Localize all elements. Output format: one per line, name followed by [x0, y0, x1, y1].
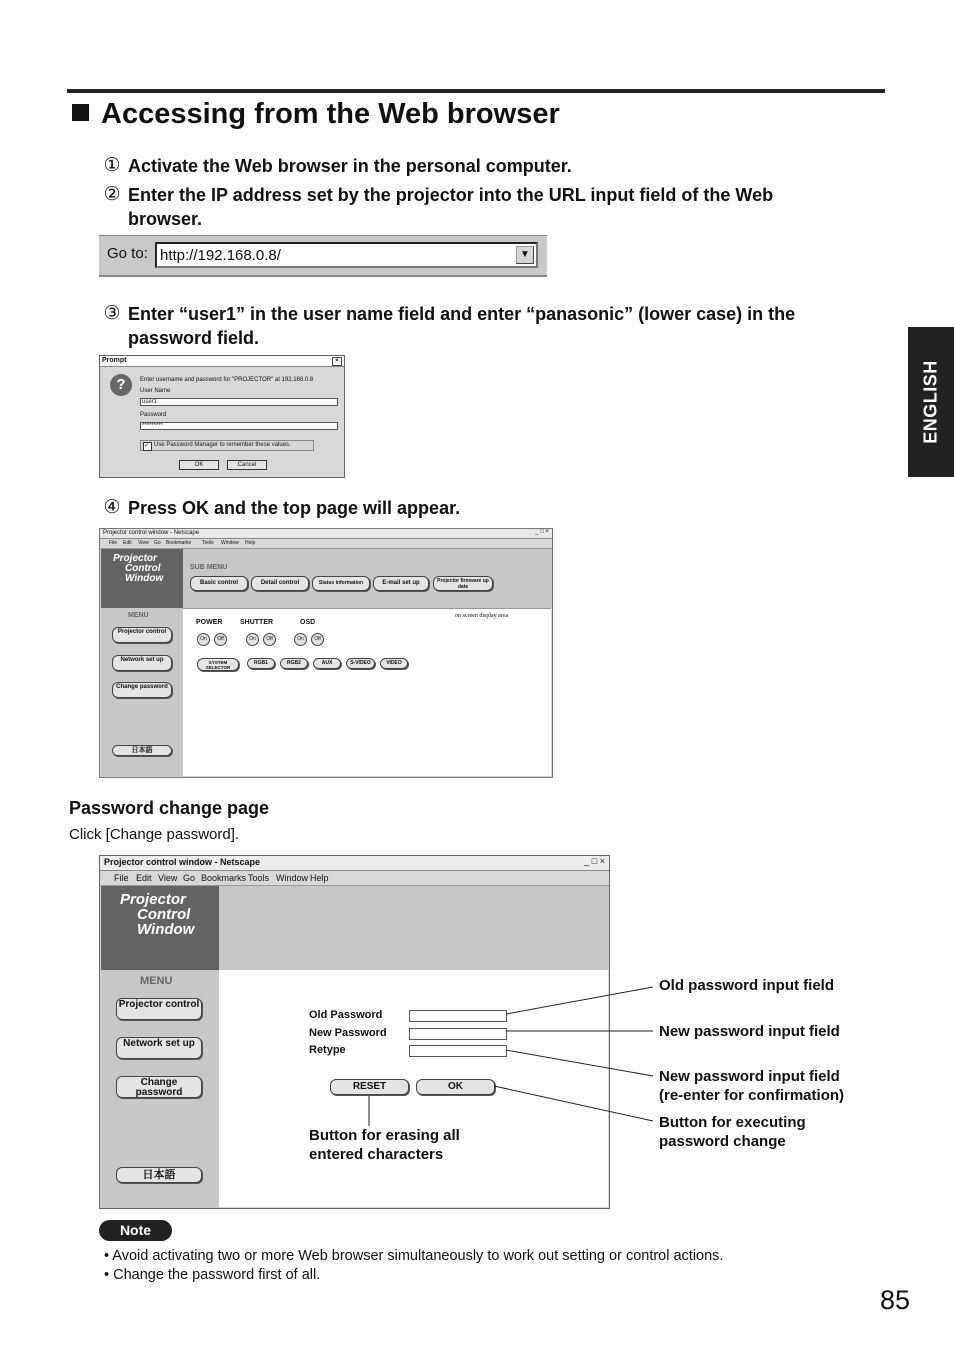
note-badge: Note [99, 1220, 172, 1241]
url-input[interactable]: http://192.168.0.8/ ▼ [155, 242, 538, 268]
shutter-off-button[interactable]: Off [263, 633, 276, 646]
logo: Projector Control Window [101, 549, 183, 608]
submenu-header: SUB MENU Basic control Detail control Status information E-mail set up Projector firmware up date [183, 549, 552, 608]
menu-go[interactable]: Go [154, 540, 161, 546]
power-label: POWER [196, 619, 223, 626]
go-to-label: Go to: [107, 245, 148, 262]
checkbox[interactable]: ✓ [143, 442, 152, 451]
side-japanese[interactable]: 日本語 [112, 745, 172, 756]
submenu-basic-control[interactable]: Basic control [190, 576, 248, 591]
power-off-button[interactable]: Off [214, 633, 227, 646]
old-password-label: Old Password [309, 1009, 383, 1021]
login-prompt-dialog: Prompt × ? Enter username and password for "PROJECTOR" at 192.168.0.8 User Name user1 Password ********* ✓ Use Password Manager to remember these values. OK Cancel [99, 355, 345, 478]
side-change-password[interactable]: Change password [116, 1076, 202, 1098]
close-icon[interactable]: × [332, 357, 342, 366]
input-video[interactable]: VIDEO [380, 658, 408, 669]
menu-tools[interactable]: Tools [202, 540, 214, 546]
submenu-firmware-update[interactable]: Projector firmware up date [433, 576, 493, 591]
new-password-label: New Password [309, 1027, 387, 1039]
callout-old-password: Old password input field [659, 977, 835, 994]
menu-go[interactable]: Go [183, 873, 196, 883]
input-rgb2[interactable]: RGB2 [280, 658, 308, 669]
side-menu: MENU Projector control Network set up Change password 日本語 [101, 970, 219, 1208]
menu-window[interactable]: Window [276, 873, 309, 883]
callout-ok-button: Button for executing password change [659, 1114, 806, 1150]
step-1: ① Activate the Web browser in the personal computer. [103, 155, 572, 176]
question-icon: ? [110, 374, 132, 396]
remember-checkbox-row[interactable]: ✓ Use Password Manager to remember these values. [140, 440, 314, 451]
osd-label: OSD [300, 619, 316, 626]
menu-help[interactable]: Help [310, 873, 329, 883]
submenu-detail-control[interactable]: Detail control [251, 576, 309, 591]
input-aux[interactable]: AUX [313, 658, 341, 669]
input-s-video[interactable]: S-VIDEO [346, 658, 375, 669]
callout-reset-button: Button for erasing all entered characters [309, 1127, 460, 1163]
menu-file[interactable]: File [114, 873, 129, 883]
password-label: Password [140, 412, 167, 418]
reset-button[interactable]: RESET [330, 1079, 409, 1095]
prompt-message: Enter username and password for "PROJECTOR" at 192.168.0.8 [140, 377, 314, 383]
power-on-button[interactable]: On [197, 633, 210, 646]
side-change-password[interactable]: Change password [112, 682, 172, 698]
page-number: 85 [880, 1285, 911, 1315]
window-controls-icon[interactable]: _ □ × [584, 856, 605, 866]
note-item-2: • Change the password first of all. [104, 1267, 321, 1283]
menu-view[interactable]: View [158, 873, 178, 883]
step-3: ③ Enter “user1” in the user name field and enter “panasonic” (lower case) in the password field. [103, 303, 796, 348]
osd-note: on screen display area [455, 613, 509, 619]
section-title: Accessing from the Web browser [72, 98, 560, 131]
cancel-button[interactable]: Cancel [227, 460, 267, 470]
callout-retype-password: New password input field (re-enter for confirmation) [659, 1068, 845, 1104]
window-title-bar: Projector control window - Netscape _ □ × [100, 529, 552, 539]
password-page-heading: Password change page [69, 798, 270, 818]
input-system-selector[interactable]: SYSTEM SELECTOR [197, 658, 239, 671]
step-2: ② Enter the IP address set by the projector into the URL input field of the Web browser. [103, 184, 774, 229]
note-item-1: • Avoid activating two or more Web browser simultaneously to work out setting or control actions. [104, 1248, 724, 1264]
menu-window[interactable]: Window [221, 540, 239, 546]
callout-new-password: New password input field [659, 1023, 840, 1040]
side-projector-control[interactable]: Projector control [116, 998, 202, 1020]
menu-view[interactable]: View [138, 540, 149, 546]
menu-file[interactable]: File [109, 540, 118, 546]
submenu-status-information[interactable]: Status information [312, 576, 370, 591]
user-name-input[interactable]: user1 [140, 398, 338, 406]
password-input[interactable]: ********* [140, 422, 338, 430]
shutter-on-button[interactable]: On [246, 633, 259, 646]
menu-edit[interactable]: Edit [136, 873, 152, 883]
osd-off-button[interactable]: Off [311, 633, 324, 646]
logo: Projector Control Window [101, 886, 219, 970]
side-network-setup[interactable]: Network set up [112, 655, 172, 671]
submenu-email-setup[interactable]: E-mail set up [373, 576, 429, 591]
retype-label: Retype [309, 1044, 346, 1056]
menu-bookmarks[interactable]: Bookmarks [166, 540, 192, 546]
menu-help[interactable]: Help [245, 540, 256, 546]
input-rgb1[interactable]: RGB1 [247, 658, 275, 669]
side-projector-control[interactable]: Projector control [112, 627, 172, 643]
menu-bookmarks[interactable]: Bookmarks [201, 873, 247, 883]
osd-on-button[interactable]: On [294, 633, 307, 646]
window-title-bar: Projector control window - Netscape _ □ × [100, 856, 609, 871]
step-4: ④ Press OK and the top page will appear. [103, 497, 461, 518]
chevron-down-icon[interactable]: ▼ [516, 246, 534, 264]
ok-button[interactable]: OK [179, 460, 219, 470]
menu-edit[interactable]: Edit [123, 540, 132, 546]
menu-tools[interactable]: Tools [248, 873, 270, 883]
side-network-setup[interactable]: Network set up [116, 1037, 202, 1059]
ok-button[interactable]: OK [416, 1079, 495, 1095]
window-controls-icon[interactable]: _ □ × [535, 529, 549, 535]
side-menu: MENU Projector control Network set up Change password 日本語 [101, 608, 183, 777]
side-japanese[interactable]: 日本語 [116, 1167, 202, 1183]
language-tab: ENGLISH [908, 327, 954, 477]
user-name-label: User Name [140, 388, 171, 394]
shutter-label: SHUTTER [240, 619, 274, 626]
password-page-instruction: Click [Change password]. [69, 826, 240, 843]
